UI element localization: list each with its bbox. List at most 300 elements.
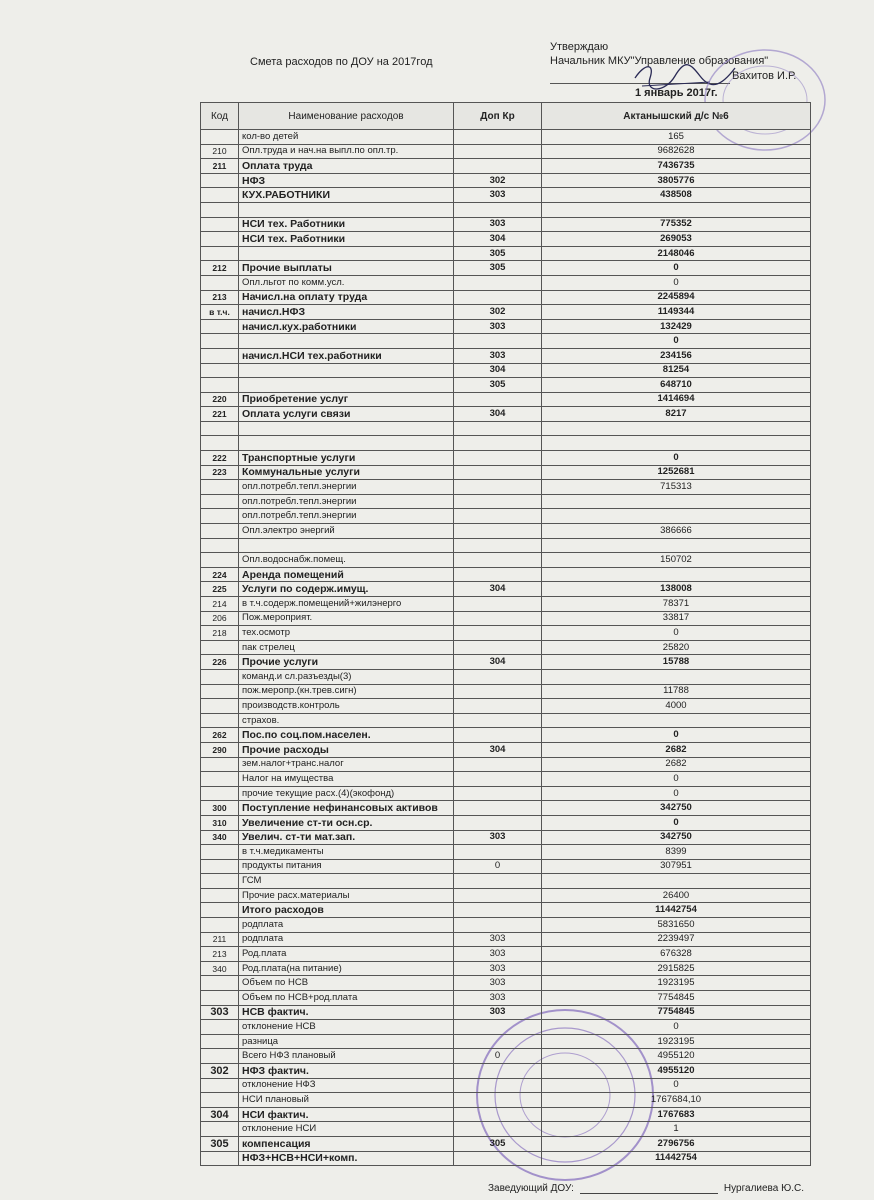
row-name: Всего НФЗ плановый [239,1049,454,1064]
table-row [201,275,811,290]
row-value: 715313 [542,480,811,495]
row-value: 26400 [542,888,811,903]
row-name: Транспортные услуги [239,451,454,466]
row-code [201,538,239,553]
row-dop [454,772,542,787]
row-dop: 304 [454,655,542,670]
table-row [201,582,811,597]
table-row [201,845,811,860]
row-code [201,202,239,217]
table-row [201,509,811,524]
row-name: Опл.льгот по комм.усл. [239,275,454,290]
row-name: НФЗ+НСВ+НСИ+комп. [239,1151,454,1166]
row-dop [454,640,542,655]
table-row [201,786,811,801]
table-row [201,261,811,276]
row-name: НСИ фактич. [239,1107,454,1122]
row-value: 0 [542,275,811,290]
table-row [201,640,811,655]
row-value: 1414694 [542,392,811,407]
row-name: Увелич. ст-ти мат.зап. [239,830,454,845]
table-row [201,363,811,378]
row-name: Начисл.на оплату труда [239,290,454,305]
row-code [201,903,239,918]
table-row [201,465,811,480]
row-code: 310 [201,815,239,830]
row-name: НФЗ фактич. [239,1064,454,1079]
row-dop: 304 [454,232,542,247]
table-row [201,1136,811,1151]
header-title: Смета расходов по ДОУ на 2017год [250,56,433,68]
row-name [239,436,454,451]
row-value: 648710 [542,378,811,393]
row-dop [454,159,542,174]
row-name: ГСМ [239,874,454,889]
row-dop: 302 [454,305,542,320]
row-code [201,976,239,991]
table-row [201,918,811,933]
row-name: родплата [239,918,454,933]
row-name [239,538,454,553]
table-row [201,684,811,699]
approve-line-1: Утверждаю [550,41,609,53]
table-row [201,1078,811,1093]
table-row [201,538,811,553]
row-code [201,421,239,436]
row-dop: 304 [454,582,542,597]
row-value: 33817 [542,611,811,626]
table-row [201,319,811,334]
table-row [201,202,811,217]
table-row [201,144,811,159]
row-code: 220 [201,392,239,407]
table-row [201,611,811,626]
row-value: 1923195 [542,1034,811,1049]
table-row [201,480,811,495]
row-dop [454,713,542,728]
table-row [201,888,811,903]
footer-signature [488,1183,804,1194]
row-name: пак стрелец [239,640,454,655]
row-dop [454,436,542,451]
row-value [542,494,811,509]
table-row [201,334,811,349]
row-name [239,421,454,436]
row-value: 2682 [542,757,811,772]
row-name: Итого расходов [239,903,454,918]
row-code: 300 [201,801,239,816]
row-dop: 303 [454,976,542,991]
row-value: 1767684,10 [542,1093,811,1108]
row-value [542,567,811,582]
row-value: 438508 [542,188,811,203]
table-header-row [201,103,811,130]
row-dop [454,888,542,903]
row-dop [454,465,542,480]
row-dop [454,684,542,699]
row-name [239,334,454,349]
table-row [201,874,811,889]
row-dop [454,567,542,582]
row-code [201,786,239,801]
row-dop: 304 [454,407,542,422]
row-value: 676328 [542,947,811,962]
row-name: Пож.мероприят. [239,611,454,626]
row-value: 8217 [542,407,811,422]
row-dop [454,334,542,349]
row-value: 2796756 [542,1136,811,1151]
table-row [201,348,811,363]
row-name: Объем по НСВ+род.плата [239,991,454,1006]
row-code [201,378,239,393]
row-dop [454,626,542,641]
row-dop [454,494,542,509]
row-value: 1 [542,1122,811,1137]
row-name: опл.потребл.тепл.энергии [239,509,454,524]
row-code: 305 [201,1136,239,1151]
row-name: прочие текущие расх.(4)(экофонд) [239,786,454,801]
row-value: 78371 [542,597,811,612]
row-name: Прочие услуги [239,655,454,670]
row-dop [454,1064,542,1079]
table-row [201,451,811,466]
table-row [201,932,811,947]
row-code [201,188,239,203]
row-name: Прочие расх.материалы [239,888,454,903]
table-row [201,626,811,641]
row-name: НСИ тех. Работники [239,232,454,247]
row-code [201,640,239,655]
row-dop: 0 [454,1049,542,1064]
row-name: начисл.НФЗ [239,305,454,320]
table-row [201,392,811,407]
row-dop [454,757,542,772]
row-code [201,874,239,889]
row-code: 224 [201,567,239,582]
table-row [201,407,811,422]
row-code [201,480,239,495]
row-value [542,669,811,684]
row-code [201,845,239,860]
row-code: 221 [201,407,239,422]
row-name: опл.потребл.тепл.энергии [239,494,454,509]
row-dop: 305 [454,1136,542,1151]
row-code: 211 [201,159,239,174]
row-dop: 303 [454,319,542,334]
row-dop [454,144,542,159]
row-dop [454,1093,542,1108]
row-name: начисл.кух.работники [239,319,454,334]
row-code [201,757,239,772]
row-dop: 305 [454,261,542,276]
table-row [201,1093,811,1108]
row-name: разница [239,1034,454,1049]
table-row [201,961,811,976]
table-row [201,217,811,232]
row-dop: 303 [454,961,542,976]
table-row [201,991,811,1006]
table-row [201,655,811,670]
table-row [201,1064,811,1079]
row-dop: 303 [454,830,542,845]
row-code: 214 [201,597,239,612]
row-name: опл.потребл.тепл.энергии [239,480,454,495]
table-row [201,859,811,874]
row-code [201,713,239,728]
table-row [201,815,811,830]
table-row [201,436,811,451]
row-code [201,246,239,261]
row-name: продукты питания [239,859,454,874]
table-body [201,130,811,1166]
row-code: 223 [201,465,239,480]
row-name [239,378,454,393]
row-dop [454,611,542,626]
row-dop: 303 [454,947,542,962]
row-value: 775352 [542,217,811,232]
row-value [542,874,811,889]
row-value: 8399 [542,845,811,860]
row-value: 11442754 [542,1151,811,1166]
row-code [201,217,239,232]
row-value: 150702 [542,553,811,568]
row-dop [454,509,542,524]
row-name: Поступление нефинансовых активов [239,801,454,816]
row-code [201,669,239,684]
row-name: Опл.водоснабж.помещ. [239,553,454,568]
row-value: 25820 [542,640,811,655]
row-dop [454,553,542,568]
row-name: Род.плата [239,947,454,962]
row-dop [454,290,542,305]
row-name: производств.контроль [239,699,454,714]
row-dop: 304 [454,363,542,378]
row-dop [454,597,542,612]
table-row [201,305,811,320]
table-row [201,173,811,188]
row-value: 2239497 [542,932,811,947]
row-value: 7754845 [542,991,811,1006]
table-row [201,188,811,203]
approval-date: 1 январь 2017г. [635,87,718,99]
row-dop: 303 [454,991,542,1006]
row-name: Приобретение услуг [239,392,454,407]
row-dop [454,786,542,801]
row-value: 11788 [542,684,811,699]
row-value: 2245894 [542,290,811,305]
row-code: в т.ч. [201,305,239,320]
row-dop [454,699,542,714]
row-dop [454,801,542,816]
footer-name: Нургалиева Ю.С. [723,1183,804,1194]
row-dop [454,538,542,553]
row-value: 4000 [542,699,811,714]
table-row [201,830,811,845]
row-code: 218 [201,626,239,641]
column-header-dop: Доп Кр [454,103,542,130]
column-header-name: Наименование расходов [239,103,454,130]
row-code [201,684,239,699]
row-dop [454,918,542,933]
row-code: 211 [201,932,239,947]
row-value [542,202,811,217]
row-name: НСВ фактич. [239,1005,454,1020]
row-name: Оплата труда [239,159,454,174]
row-code [201,888,239,903]
row-value: 1252681 [542,465,811,480]
table-row [201,1107,811,1122]
table-row [201,728,811,743]
table-row [201,159,811,174]
row-value: 5831650 [542,918,811,933]
row-dop: 303 [454,188,542,203]
row-dop [454,451,542,466]
row-value: 0 [542,334,811,349]
table-row [201,232,811,247]
table-row [201,130,811,145]
row-name: Увеличение ст-ти осн.ср. [239,815,454,830]
row-code [201,509,239,524]
row-code [201,436,239,451]
table-row [201,699,811,714]
row-dop [454,845,542,860]
row-value: 0 [542,1020,811,1035]
row-code [201,348,239,363]
row-name: Прочие расходы [239,742,454,757]
expense-table [200,102,811,1166]
table-row [201,1151,811,1166]
table-row [201,1034,811,1049]
table-row [201,597,811,612]
table-row [201,567,811,582]
approver-name: Вахитов И.Р. [732,70,797,82]
row-name: отклонение НФЗ [239,1078,454,1093]
row-name [239,246,454,261]
row-name: родплата [239,932,454,947]
row-code [201,1020,239,1035]
row-name: в т.ч.содерж.помещений+жилэнерго [239,597,454,612]
table-row [201,713,811,728]
row-dop [454,1151,542,1166]
row-code [201,991,239,1006]
row-dop [454,1020,542,1035]
row-value: 3805776 [542,173,811,188]
row-name: отклонение НСИ [239,1122,454,1137]
footer-label: Заведующий ДОУ: [488,1183,574,1194]
row-code [201,363,239,378]
row-value: 0 [542,626,811,641]
row-name [239,202,454,217]
row-dop: 303 [454,932,542,947]
table-row [201,1049,811,1064]
row-name: Оплата услуги связи [239,407,454,422]
row-dop: 303 [454,217,542,232]
row-code [201,275,239,290]
row-name: Опл.электро энергий [239,524,454,539]
row-name: НСИ тех. Работники [239,217,454,232]
row-value: 342750 [542,830,811,845]
row-value: 11442754 [542,903,811,918]
row-value: 1923195 [542,976,811,991]
row-dop [454,202,542,217]
row-name: Услуги по содерж.имущ. [239,582,454,597]
table-row [201,976,811,991]
row-code: 262 [201,728,239,743]
row-dop [454,392,542,407]
table-row [201,772,811,787]
column-header-code: Код [201,103,239,130]
row-code [201,1093,239,1108]
row-value: 2148046 [542,246,811,261]
row-code [201,1034,239,1049]
row-dop: 0 [454,859,542,874]
row-value [542,421,811,436]
row-value: 0 [542,451,811,466]
row-name: тех.осмотр [239,626,454,641]
row-dop [454,480,542,495]
table-row [201,1020,811,1035]
row-code: 206 [201,611,239,626]
row-dop: 304 [454,742,542,757]
row-value: 234156 [542,348,811,363]
row-code [201,772,239,787]
row-dop: 305 [454,378,542,393]
row-dop [454,1078,542,1093]
approve-line-2: Начальник МКУ"Управление образования" [550,55,769,67]
row-dop [454,669,542,684]
row-code: 225 [201,582,239,597]
row-name: НФЗ [239,173,454,188]
row-dop [454,728,542,743]
row-value: 0 [542,1078,811,1093]
row-name: пож.меропр.(кн.трев.сигн) [239,684,454,699]
row-dop [454,874,542,889]
row-dop: 302 [454,173,542,188]
table-row [201,742,811,757]
row-code [201,334,239,349]
row-value: 81254 [542,363,811,378]
table-row [201,378,811,393]
row-code: 303 [201,1005,239,1020]
row-code: 226 [201,655,239,670]
row-code: 210 [201,144,239,159]
row-dop [454,1034,542,1049]
row-name: команд.и сл.разъезды(3) [239,669,454,684]
row-code [201,1078,239,1093]
table-row [201,947,811,962]
row-value: 4955120 [542,1064,811,1079]
row-name [239,363,454,378]
row-code [201,524,239,539]
row-value: 269053 [542,232,811,247]
row-code [201,918,239,933]
row-code [201,1151,239,1166]
row-code: 340 [201,830,239,845]
table-row [201,246,811,261]
table-row [201,1005,811,1020]
row-name: кол-во детей [239,130,454,145]
table-row [201,494,811,509]
table-row [201,757,811,772]
row-value [542,713,811,728]
row-code [201,553,239,568]
row-value: 0 [542,815,811,830]
row-code: 290 [201,742,239,757]
row-value [542,509,811,524]
row-value: 0 [542,772,811,787]
table-row [201,290,811,305]
table-row [201,669,811,684]
